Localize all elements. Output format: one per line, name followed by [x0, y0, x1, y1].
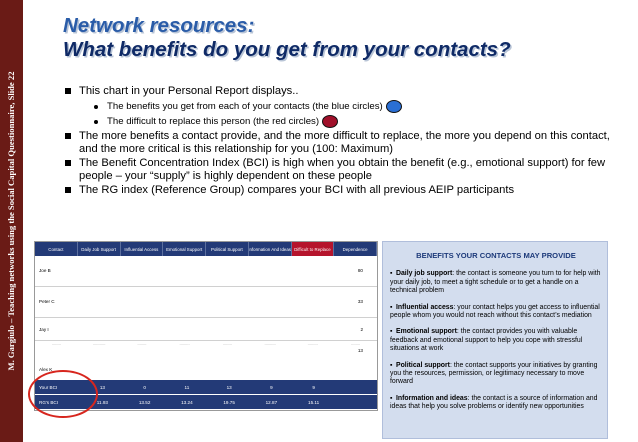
bullet-text: The Benefit Concentration Index (BCI) is high when you obtain the benefit (e.g., emotional support) for few people – your “supply” is highly dependent on these people: [79, 157, 606, 183]
placeholder-cell: ---------: [179, 342, 190, 346]
dependence-value: 13: [357, 348, 363, 353]
table-row: [35, 287, 377, 318]
bci-value: 9: [270, 384, 273, 390]
bullet-list: [62, 85, 622, 198]
table-header-cell: Emotional Support: [163, 242, 206, 256]
table-row: [35, 318, 377, 341]
bullet-item: [62, 184, 622, 197]
bci-value: 11.93: [96, 399, 108, 405]
benefit-desc: : the contact supports your initiatives by granting you the resources, permission, or legitimacy necessary to move forward: [390, 361, 598, 386]
bci-value: 11: [184, 384, 190, 390]
benefit-item: ▪ Influential access: your contact helps you get access to influential people whom you would not reach without this contact’s mediation: [390, 303, 600, 320]
contact-name: Joe B: [39, 268, 51, 273]
placeholder-cell: --------: [222, 342, 232, 346]
placeholder-cell: --------: [137, 342, 147, 346]
title-line-2: What benefits do you get from your contacts?: [63, 38, 511, 61]
benefit-term: Daily job support: [396, 270, 453, 278]
table-row: [35, 256, 377, 287]
slide-credit: M. Gargiulo – Teaching networks using the Social Capital Questionnaire, Slide 22: [6, 71, 16, 371]
benefit-item: ▪ Information and ideas: the contact is a source of information and ideas that help you solve problems or identify new opportunities: [390, 394, 598, 411]
bullet-text: This chart in your Personal Report displays..: [79, 85, 299, 97]
table-header-cell: Political Support: [206, 242, 249, 256]
table-header-cell: Dependence: [334, 242, 377, 256]
red-circle-icon: [322, 115, 338, 128]
sub-bullet-text: The difficult to replace this person (the red circles): [107, 116, 320, 128]
panel-title: BENEFITS YOUR CONTACTS MAY PROVIDE: [416, 251, 576, 260]
contact-name: Jay I: [39, 327, 49, 332]
placeholder-cell: ---------: [307, 342, 318, 346]
dependence-value: 33: [357, 299, 363, 304]
benefit-item: ▪ Emotional support: the contact provides you with valuable feedback and emotional support to help you cope with stressful situations at work: [390, 328, 583, 353]
benefit-item: ▪ Political support: the contact supports your initiatives by granting you the resources, permission, or legitimacy necessary to move forward: [390, 361, 598, 386]
contact-name: Alex K: [39, 367, 53, 372]
placeholder-cell: --------: [351, 342, 361, 346]
contact-name: Peter C: [39, 299, 55, 304]
empty-cell: [335, 395, 377, 409]
benefit-term: Information and ideas: [396, 394, 468, 402]
table-header: [35, 242, 377, 256]
placeholder-row: [35, 342, 377, 346]
sub-bullet-item: [62, 100, 622, 113]
bullet-item: [62, 157, 622, 183]
bci-value: 13.24: [181, 399, 193, 405]
dependence-value: 2: [360, 327, 363, 332]
bci-value: 13: [99, 384, 105, 390]
benefit-desc: : the contact is someone you turn to for help with your daily job, to meet a tight schedule or to get a handle on a technical problem: [390, 270, 601, 295]
placeholder-cell: ----------: [264, 342, 276, 346]
benefits-panel: [382, 241, 608, 439]
slide-title: [63, 14, 623, 62]
bci-value: 13.52: [138, 399, 151, 405]
bci-value: 0: [143, 384, 146, 390]
benefit-item: ▪ Daily job support: the contact is someone you turn to for help with your daily job, to meet a tight schedule or to get a handle on a technical problem: [390, 270, 601, 295]
benefit-term: Political support: [396, 361, 450, 369]
table-header-cell: Contact: [35, 242, 78, 256]
table-header-cell: Difficult to Replace: [292, 242, 335, 256]
bci-value: 12.87: [265, 399, 278, 405]
bci-value: 13: [226, 384, 232, 390]
row-label: Your BCI: [39, 384, 58, 390]
table-header-cell: Information And Ideas: [249, 242, 292, 256]
benefit-term: Emotional support: [396, 328, 457, 336]
table-header-cell: Influential Access: [121, 242, 164, 256]
bullet-item: [62, 130, 622, 156]
bullet-text: The RG index (Reference Group) compares your BCI with all previous AEIP participants: [79, 184, 515, 197]
bci-value: 19.75: [223, 399, 235, 405]
bci-value: 9: [312, 384, 315, 390]
row-label: RG's BCI: [39, 399, 58, 405]
placeholder-cell: -----------: [92, 342, 106, 346]
bci-value: 15.11: [308, 399, 320, 405]
table-header-cell: Daily Job Support: [78, 242, 121, 256]
empty-cell: [335, 380, 377, 394]
benefit-desc: : the contact is a source of information and ideas that help you solve problems or identify new opportunities: [390, 394, 598, 411]
benefit-term: Influential access: [396, 303, 454, 311]
benefit-desc: : the contact provides you with valuable feedback and emotional support to help you cope with stressful situations at work: [390, 328, 583, 353]
blue-circle-icon: [386, 100, 402, 113]
highlight-circle: [28, 370, 98, 418]
placeholder-cell: --------: [51, 342, 61, 346]
benefit-desc: : your contact helps you get access to influential people whom you would not reach without this contact’s mediation: [390, 303, 600, 320]
bullet-item: [62, 85, 622, 98]
dependence-value: 80: [357, 268, 363, 273]
sub-bullet-text: The benefits you get from each of your contacts (the blue circles): [107, 101, 383, 113]
sidebar-band: [0, 0, 23, 442]
bullet-text: The more benefits a contact provide, and the more difficult to replace, the more you depend on this contact, and the more critical is this relationship for you (100: Maximum): [79, 130, 610, 156]
title-line-1: Network resources:: [63, 14, 255, 37]
sub-bullet-item: [62, 115, 622, 128]
